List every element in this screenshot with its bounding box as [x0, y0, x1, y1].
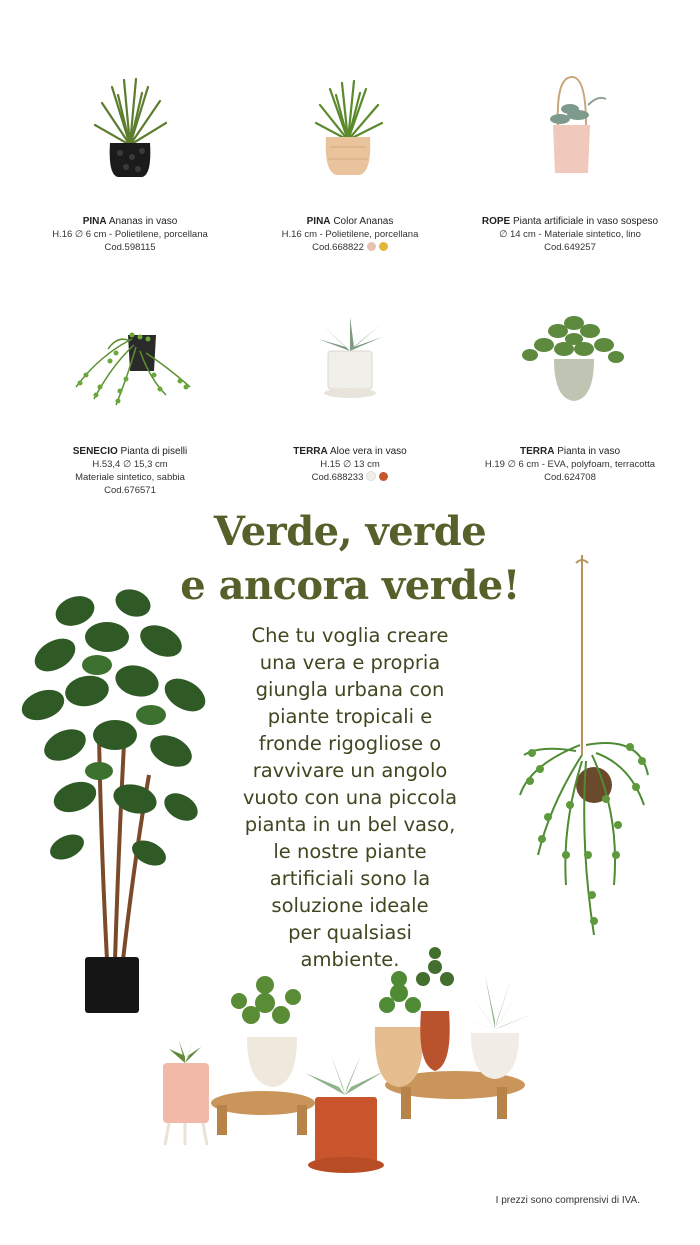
- product-name: ROPE Pianta artificiale in vaso sospeso: [481, 216, 659, 227]
- product-material: Materiale sintetico, sabbia: [75, 472, 185, 483]
- product-code: Cod.676571: [104, 485, 156, 496]
- product-code: Cod.688233: [240, 471, 460, 484]
- product-image: [460, 295, 680, 445]
- product-specs: H.19 ∅ 6 cm - EVA, polyfoam, terracotta: [484, 459, 656, 470]
- plant-group-image: [155, 945, 555, 1180]
- product-card[interactable]: [460, 295, 680, 484]
- product-code: Cod.598115: [104, 242, 156, 253]
- product-code: Cod.668822: [240, 241, 460, 254]
- headline: Verde, verde e ancora verde!: [180, 508, 520, 609]
- product-specs: H.15 ∅ 13 cm: [320, 459, 380, 470]
- product-card[interactable]: [240, 295, 460, 484]
- product-image: [460, 65, 680, 215]
- product-name: PINA Color Ananas: [306, 216, 394, 227]
- color-swatch[interactable]: [367, 242, 376, 251]
- product-code: Cod.624708: [544, 472, 596, 483]
- color-swatch[interactable]: [379, 242, 388, 251]
- price-disclaimer: I prezzi sono comprensivi di IVA.: [495, 1195, 640, 1206]
- body-paragraph: Che tu voglia creare una vera e propria giungla urbana con piante tropicali e fronde rigogliose o ravvivare un angolo vuoto con una piccola pianta in un bel vaso, le nostre piante artificiali sono la soluzione ideale per qualsiasi ambiente.: [242, 624, 458, 971]
- color-swatch[interactable]: [366, 471, 376, 481]
- product-card[interactable]: [460, 65, 680, 254]
- product-card[interactable]: [240, 65, 460, 254]
- product-specs: ∅ 14 cm - Materiale sintetico, lino: [499, 229, 641, 240]
- product-image: [240, 295, 460, 445]
- product-specs: H.16 ∅ 6 cm - Polietilene, porcellana: [52, 229, 208, 240]
- product-name: TERRA Aloe vera in vaso: [293, 446, 407, 457]
- product-image: [20, 65, 240, 215]
- product-name: SENECIO Pianta di piselli: [72, 446, 188, 457]
- color-swatch[interactable]: [379, 472, 388, 481]
- product-image: [20, 295, 240, 445]
- hanging-fern-image: [510, 555, 655, 945]
- product-card[interactable]: [20, 295, 240, 497]
- product-code: Cod.649257: [544, 242, 596, 253]
- product-image: [240, 65, 460, 215]
- product-specs: H.53,4 ∅ 15,3 cm: [92, 459, 168, 470]
- product-name: PINA Ananas in vaso: [82, 216, 178, 227]
- product-name: TERRA Pianta in vaso: [519, 446, 621, 457]
- product-specs: H.16 cm - Polietilene, porcellana: [281, 229, 419, 240]
- product-card[interactable]: [20, 65, 240, 254]
